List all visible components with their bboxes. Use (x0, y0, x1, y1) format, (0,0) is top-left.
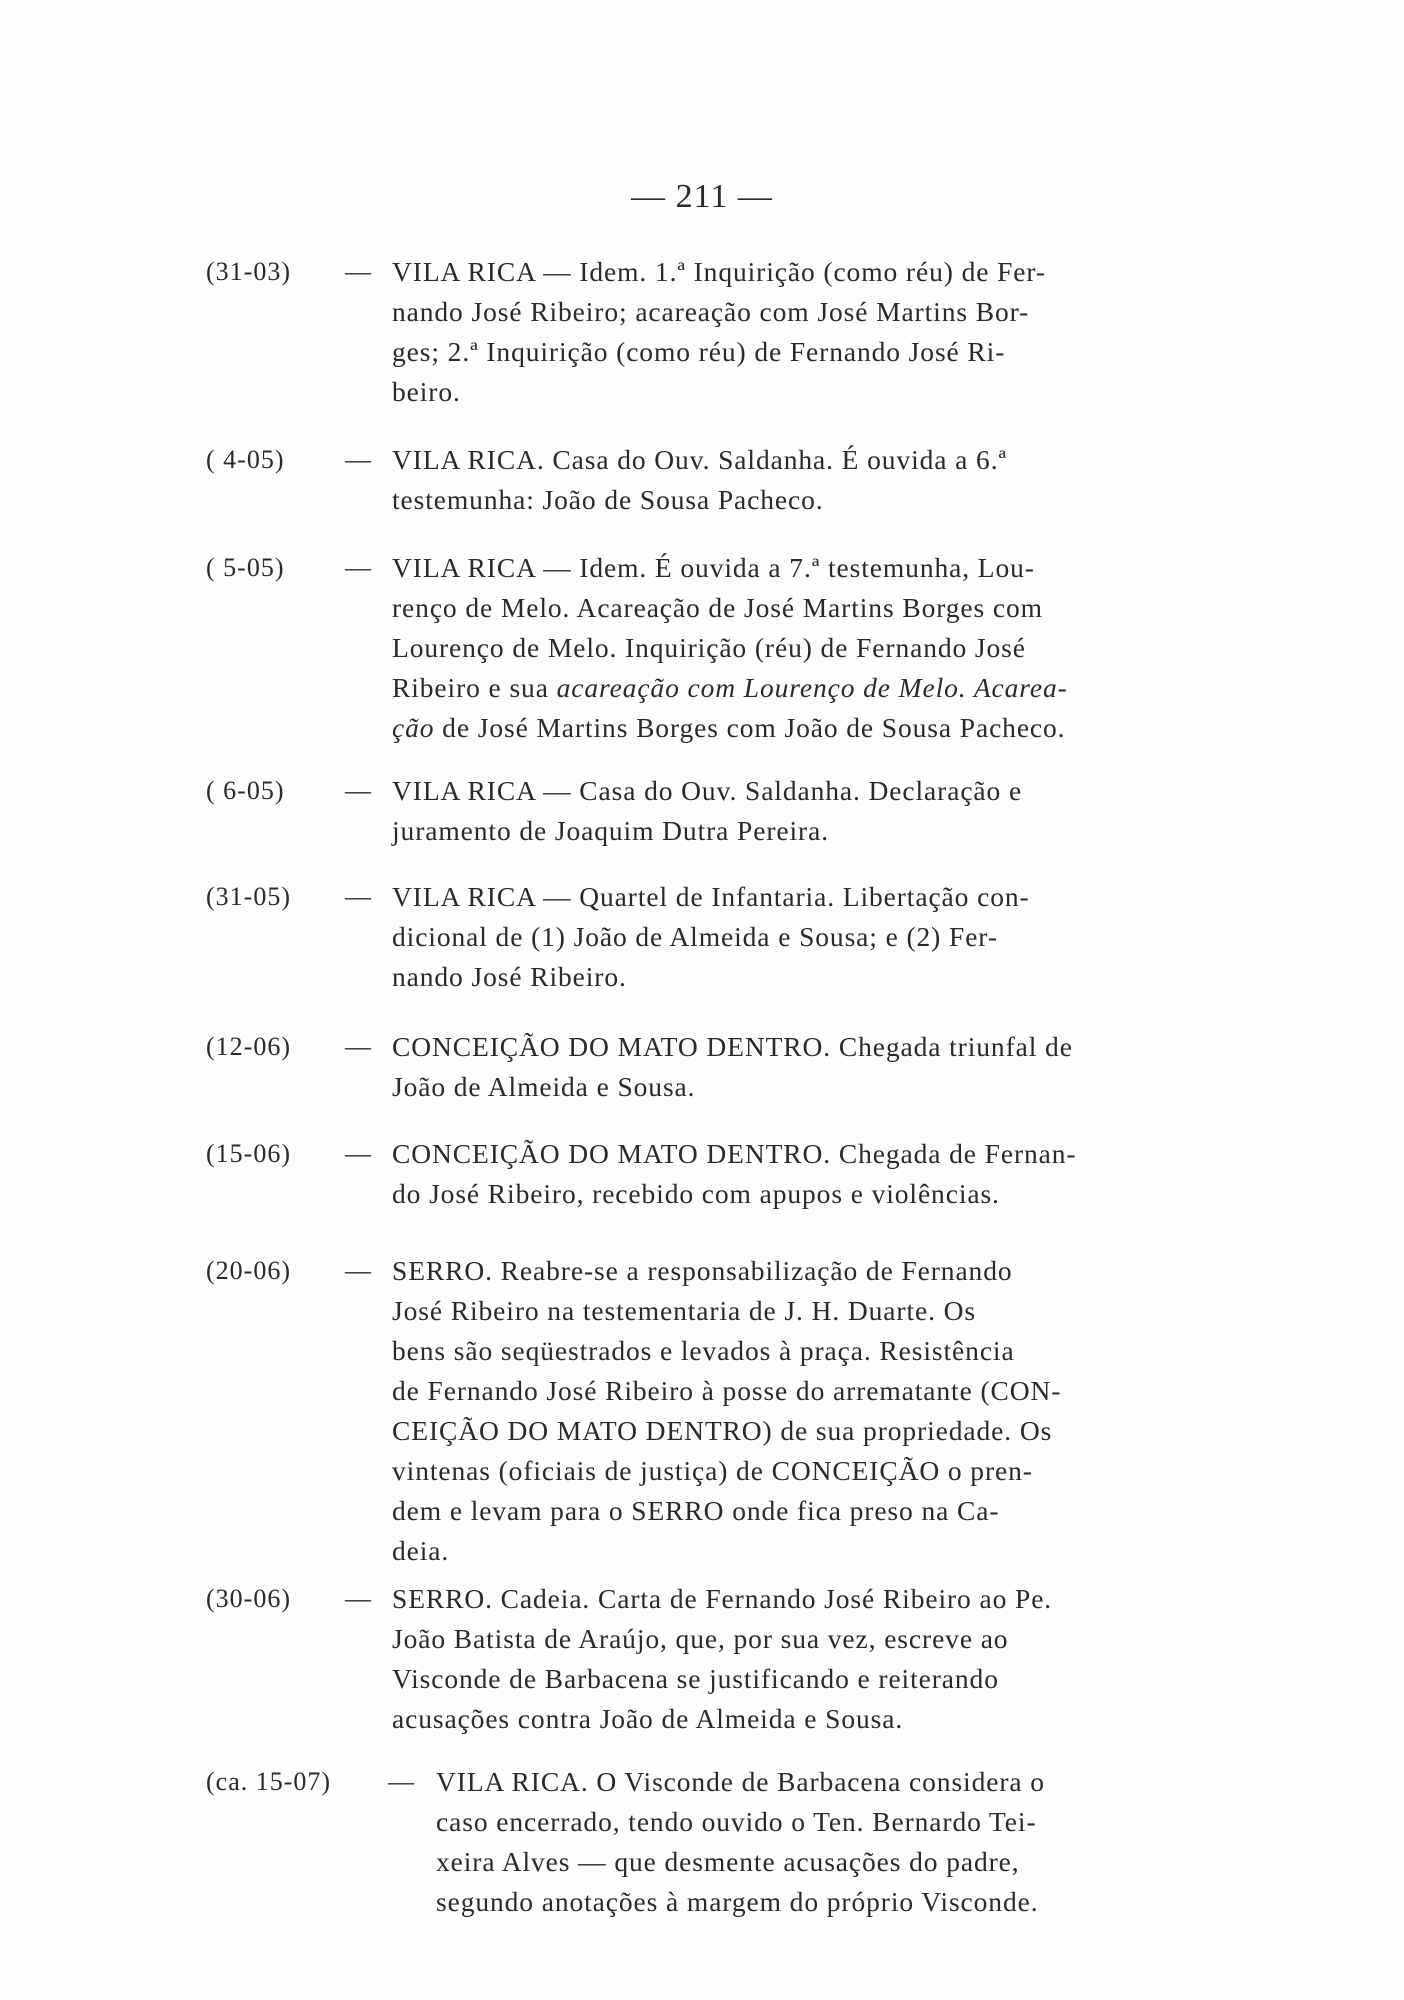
entry-line: SERRO. Cadeia. Carta de Fernando José Ribeiro ao Pe. (392, 1583, 1053, 1614)
page-number: — 211 — (631, 178, 773, 215)
entry-line-part: de José Martins Borges com João de Sousa Pacheco. (434, 712, 1066, 743)
entry-date: (ca. 15-07) (206, 1767, 332, 1796)
entry-date: (15-06) (206, 1139, 291, 1168)
entry-line: Visconde de Barbacena se justificando e reiterando (392, 1663, 999, 1694)
entry-line: renço de Melo. Acareação de José Martins Borges com (392, 592, 1043, 623)
entry-dash: — (345, 776, 371, 805)
entry-line-italic: acareação com Lourenço de Melo. Acarea- (556, 672, 1068, 703)
entry-line: Lourenço de Melo. Inquirição (réu) de Fernando José (392, 632, 1026, 663)
entry-line: de Fernando José Ribeiro à posse do arrematante (CON- (392, 1375, 1062, 1406)
entry-text (392, 877, 1230, 997)
entry-line-part: Ribeiro e sua (392, 672, 557, 703)
entry-line: beiro. (392, 376, 461, 407)
entry-line: dicional de (1) João de Almeida e Sousa; e (2) Fer- (392, 921, 998, 952)
entry-line: João de Almeida e Sousa. (392, 1071, 696, 1102)
entry-line: CEIÇÃO DO MATO DENTRO) de sua propriedade. Os (392, 1415, 1053, 1446)
entry-line: dem e levam para o SERRO onde fica preso na Ca- (392, 1495, 1000, 1526)
entry-text (392, 1134, 1230, 1214)
entry-line: VILA RICA — Quartel de Infantaria. Libertação con- (392, 881, 1030, 912)
entry-dash: — (345, 1256, 371, 1285)
entry-dash: — (345, 1584, 371, 1613)
entry-line: João Batista de Araújo, que, por sua vez, escreve ao (392, 1623, 1009, 1654)
entry-line: nando José Ribeiro. (392, 961, 627, 992)
entry-line: José Ribeiro na testementaria de J. H. Duarte. Os (392, 1295, 977, 1326)
entry-dash: — (345, 445, 371, 474)
entry-text (392, 1027, 1230, 1107)
entry-line: juramento de Joaquim Dutra Pereira. (392, 815, 829, 846)
entry-dash: — (345, 882, 371, 911)
entry-dash: — (345, 1139, 371, 1168)
entry-text (392, 1251, 1230, 1571)
entry-line: xeira Alves — que desmente acusações do padre, (436, 1846, 1020, 1877)
entry-line: CONCEIÇÃO DO MATO DENTRO. Chegada de Fernan- (392, 1138, 1077, 1169)
entry-text (392, 1579, 1230, 1739)
entry-line: VILA RICA — Idem. 1.ª Inquirição (como réu) de Fer- (392, 256, 1046, 287)
entry-date: (12-06) (206, 1032, 291, 1061)
entry-text (436, 1762, 1236, 1922)
entry-line: vintenas (oficiais de justiça) de CONCEIÇÃO o pren- (392, 1455, 1033, 1486)
entry-date: (31-03) (206, 257, 291, 286)
entry-date: (30-06) (206, 1584, 291, 1613)
entry-line: CONCEIÇÃO DO MATO DENTRO. Chegada triunfal de (392, 1031, 1073, 1062)
entry-line: segundo anotações à margem do próprio Visconde. (436, 1886, 1039, 1917)
entry-line: testemunha: João de Sousa Pacheco. (392, 484, 824, 515)
entry-line-italic: ção (392, 712, 435, 743)
entry-text (392, 252, 1230, 412)
entry-date: ( 6-05) (206, 776, 285, 805)
entry-line (392, 708, 1230, 748)
entry-dash: — (345, 1032, 371, 1061)
entry-text (392, 771, 1230, 851)
entry-line: ges; 2.ª Inquirição (como réu) de Fernando José Ri- (392, 336, 1006, 367)
entry-text (392, 548, 1230, 748)
entry-line: VILA RICA. O Visconde de Barbacena considera o (436, 1766, 1045, 1797)
entry-line: VILA RICA — Idem. É ouvida a 7.ª testemunha, Lou- (392, 552, 1035, 583)
entry-date: (31-05) (206, 882, 291, 911)
entry-line (392, 668, 1230, 708)
entry-line: SERRO. Reabre-se a responsabilização de Fernando (392, 1255, 1013, 1286)
entry-dash: — (345, 553, 371, 582)
entry-dash: — (388, 1767, 414, 1796)
entry-date: ( 4-05) (206, 445, 285, 474)
entry-line: acusações contra João de Almeida e Sousa. (392, 1703, 904, 1734)
entry-line: bens são seqüestrados e levados à praça. Resistência (392, 1335, 1015, 1366)
entry-date: (20-06) (206, 1256, 291, 1285)
entry-line: do José Ribeiro, recebido com apupos e violências. (392, 1178, 1000, 1209)
entry-line: VILA RICA — Casa do Ouv. Saldanha. Declaração e (392, 775, 1023, 806)
entry-date: ( 5-05) (206, 553, 285, 582)
entry-dash: — (345, 257, 371, 286)
entry-line: deia. (392, 1535, 450, 1566)
entry-line: VILA RICA. Casa do Ouv. Saldanha. É ouvida a 6.ª (392, 444, 1007, 475)
entry-line: caso encerrado, tendo ouvido o Ten. Bernardo Tei- (436, 1806, 1037, 1837)
entry-line: nando José Ribeiro; acareação com José Martins Bor- (392, 296, 1030, 327)
entry-text (392, 440, 1230, 520)
